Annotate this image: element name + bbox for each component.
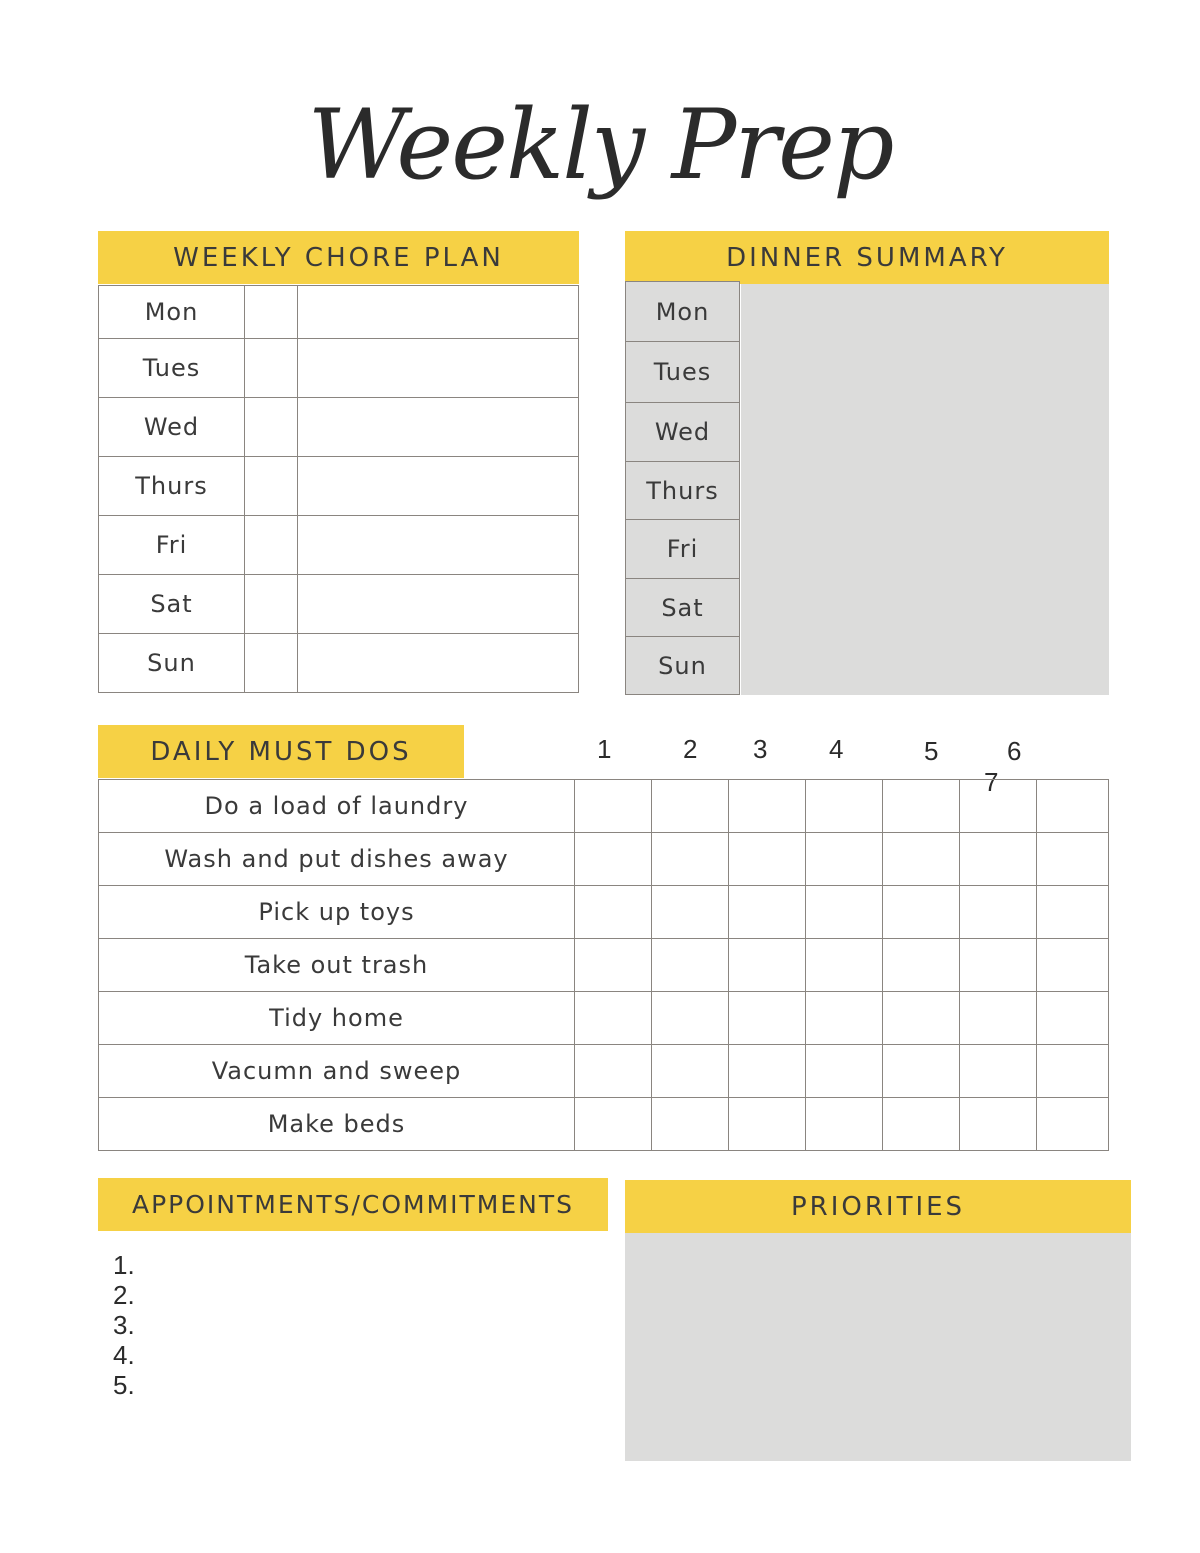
dinner-day: Sat <box>626 579 740 637</box>
task-check-cell[interactable] <box>652 833 729 886</box>
task-check-cell[interactable] <box>729 939 806 992</box>
task-check-cell[interactable] <box>1037 833 1109 886</box>
chore-row <box>99 339 579 398</box>
task-check-cell[interactable] <box>960 939 1037 992</box>
task-check-cell[interactable] <box>652 1045 729 1098</box>
appointment-item[interactable]: 3. <box>113 1310 135 1340</box>
task-check-cell[interactable] <box>883 780 960 833</box>
task-label: Wash and put dishes away <box>99 833 575 886</box>
task-check-cell[interactable] <box>652 939 729 992</box>
task-check-cell[interactable] <box>883 1098 960 1151</box>
task-check-cell[interactable] <box>652 1098 729 1151</box>
task-check-cell[interactable] <box>729 780 806 833</box>
task-row <box>99 780 1109 833</box>
chore-day: Fri <box>99 516 245 575</box>
task-check-cell[interactable] <box>883 886 960 939</box>
chore-entry-cell[interactable] <box>298 286 579 339</box>
appointment-item[interactable]: 2. <box>113 1280 135 1310</box>
day-number: 3 <box>753 734 768 764</box>
task-check-cell[interactable] <box>729 1098 806 1151</box>
task-row <box>99 1098 1109 1151</box>
task-row <box>99 939 1109 992</box>
chore-row <box>99 457 579 516</box>
task-check-cell[interactable] <box>806 1098 883 1151</box>
task-row <box>99 886 1109 939</box>
task-check-cell[interactable] <box>729 886 806 939</box>
task-check-cell[interactable] <box>729 992 806 1045</box>
chore-day: Sat <box>99 575 245 634</box>
task-label: Do a load of laundry <box>99 780 575 833</box>
task-check-cell[interactable] <box>960 1045 1037 1098</box>
task-check-cell[interactable] <box>1037 1098 1109 1151</box>
task-check-cell[interactable] <box>652 780 729 833</box>
task-check-cell[interactable] <box>729 833 806 886</box>
dinner-day: Wed <box>626 403 740 462</box>
task-check-cell[interactable] <box>883 1045 960 1098</box>
chore-row <box>99 286 579 339</box>
task-check-cell[interactable] <box>883 833 960 886</box>
task-check-cell[interactable] <box>729 1045 806 1098</box>
task-check-cell[interactable] <box>883 992 960 1045</box>
task-label: Vacumn and sweep <box>99 1045 575 1098</box>
day-number: 4 <box>829 734 844 764</box>
task-row <box>99 1045 1109 1098</box>
task-check-cell[interactable] <box>1037 1045 1109 1098</box>
appointments-list <box>113 1250 135 1400</box>
task-check-cell[interactable] <box>806 833 883 886</box>
task-check-cell[interactable] <box>1037 992 1109 1045</box>
appointment-item[interactable]: 4. <box>113 1340 135 1370</box>
task-check-cell[interactable] <box>960 833 1037 886</box>
daily-must-dos-table <box>98 779 1109 1151</box>
task-check-cell[interactable] <box>575 939 652 992</box>
task-check-cell[interactable] <box>575 992 652 1045</box>
chore-entry-cell[interactable] <box>298 457 579 516</box>
day-number: 1 <box>597 734 612 764</box>
task-check-cell[interactable] <box>806 780 883 833</box>
chore-entry-cell[interactable] <box>298 339 579 398</box>
task-check-cell[interactable] <box>960 780 1037 833</box>
task-label: Tidy home <box>99 992 575 1045</box>
priorities-notes-area[interactable] <box>625 1233 1131 1461</box>
chore-entry-cell[interactable] <box>298 516 579 575</box>
task-row <box>99 992 1109 1045</box>
task-check-cell[interactable] <box>960 992 1037 1045</box>
chore-entry-cell[interactable] <box>298 398 579 457</box>
chore-day: Sun <box>99 634 245 693</box>
appointment-item[interactable]: 1. <box>113 1250 135 1280</box>
task-check-cell[interactable] <box>575 1045 652 1098</box>
task-check-cell[interactable] <box>575 780 652 833</box>
chore-day: Wed <box>99 398 245 457</box>
task-check-cell[interactable] <box>1037 939 1109 992</box>
task-check-cell[interactable] <box>883 939 960 992</box>
dinner-day: Thurs <box>626 462 740 520</box>
appointments-heading: APPOINTMENTS/COMMITMENTS <box>98 1178 608 1231</box>
task-check-cell[interactable] <box>575 1098 652 1151</box>
dinner-day: Fri <box>626 520 740 579</box>
chore-entry-cell[interactable] <box>298 575 579 634</box>
chore-day: Tues <box>99 339 245 398</box>
task-check-cell[interactable] <box>575 886 652 939</box>
dinner-summary-heading: DINNER SUMMARY <box>625 231 1109 284</box>
task-check-cell[interactable] <box>575 833 652 886</box>
priorities-heading: PRIORITIES <box>625 1180 1131 1233</box>
chore-row <box>99 575 579 634</box>
day-number: 5 <box>924 736 939 766</box>
chore-day: Mon <box>99 286 245 339</box>
chore-row <box>99 398 579 457</box>
task-label: Take out trash <box>99 939 575 992</box>
daily-must-dos-heading: DAILY MUST DOS <box>98 725 464 778</box>
task-check-cell[interactable] <box>1037 886 1109 939</box>
page-title: Weekly Prep <box>307 89 893 201</box>
task-check-cell[interactable] <box>652 992 729 1045</box>
task-check-cell[interactable] <box>1037 780 1109 833</box>
chore-check-cell[interactable] <box>245 457 298 516</box>
chore-day: Thurs <box>99 457 245 516</box>
task-check-cell[interactable] <box>806 992 883 1045</box>
chore-check-cell[interactable] <box>245 286 298 339</box>
dinner-day: Tues <box>626 342 740 403</box>
dinner-day-column <box>625 281 740 695</box>
task-check-cell[interactable] <box>806 886 883 939</box>
task-check-cell[interactable] <box>806 1045 883 1098</box>
dinner-notes-area[interactable] <box>741 284 1109 695</box>
chore-check-cell[interactable] <box>245 339 298 398</box>
task-check-cell[interactable] <box>960 1098 1037 1151</box>
chore-plan-heading: WEEKLY CHORE PLAN <box>98 231 579 284</box>
task-check-cell[interactable] <box>806 939 883 992</box>
chore-check-cell[interactable] <box>245 575 298 634</box>
chore-row <box>99 516 579 575</box>
dinner-day: Mon <box>626 282 740 342</box>
task-check-cell[interactable] <box>960 886 1037 939</box>
chore-plan-table <box>98 285 579 693</box>
day-number: 7 <box>984 767 999 797</box>
chore-row <box>99 634 579 693</box>
day-number: 6 <box>1007 736 1022 766</box>
chore-check-cell[interactable] <box>245 516 298 575</box>
task-label: Make beds <box>99 1098 575 1151</box>
chore-entry-cell[interactable] <box>298 634 579 693</box>
task-label: Pick up toys <box>99 886 575 939</box>
appointment-item[interactable]: 5. <box>113 1370 135 1400</box>
task-row <box>99 833 1109 886</box>
dinner-day: Sun <box>626 637 740 695</box>
day-number: 2 <box>683 734 698 764</box>
chore-check-cell[interactable] <box>245 398 298 457</box>
chore-check-cell[interactable] <box>245 634 298 693</box>
task-check-cell[interactable] <box>652 886 729 939</box>
